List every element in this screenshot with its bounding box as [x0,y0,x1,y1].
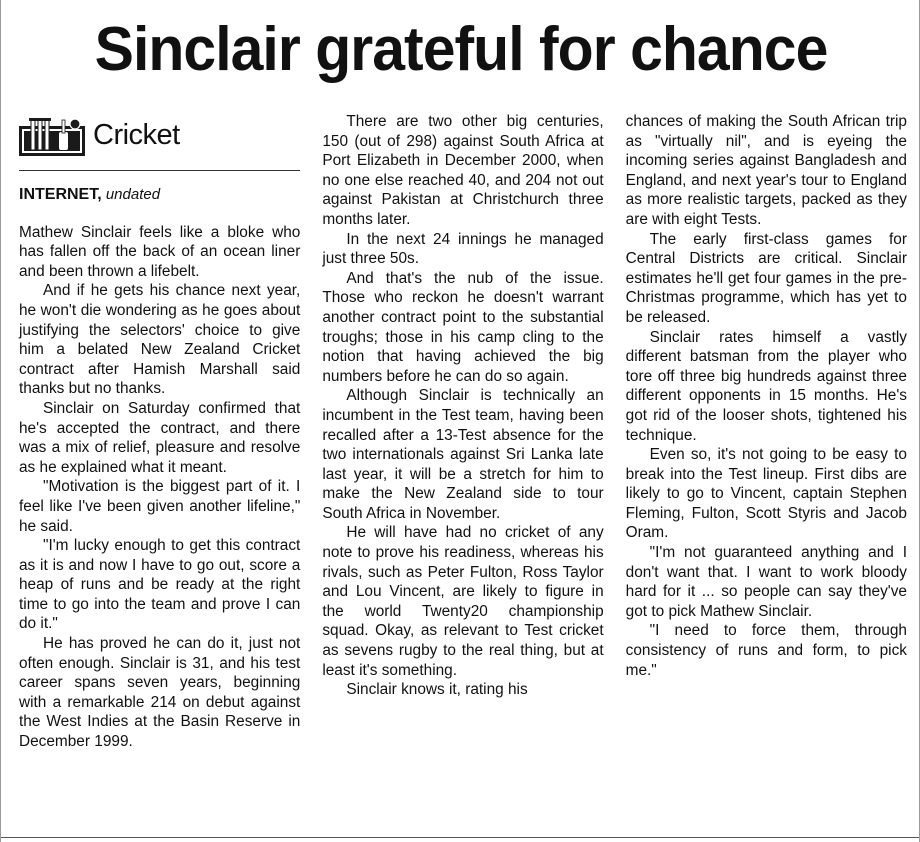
article-columns [19,112,907,828]
section-label: Cricket [93,119,180,152]
cricket-icon [19,116,85,156]
paragraph: Even so, it's not going to be easy to break into the Test lineup. First dibs are likely to go to Vincent, captain Stephen Fleming, Fulton, Scott Styris and Jacob Oram. [625,446,907,542]
paragraph: The early first-class games for Central Districts are critical. Sinclair estimates he'll get four games in the pre-Christmas programme, which has yet to be released. [625,230,907,326]
paragraph: There are two other big centuries, 150 (out of 298) against South Africa at Port Elizabeth in December 2000, when no one else reached 40, and 204 not out against Pakistan at Christchurch three months later. [322,113,604,228]
paragraph: Although Sinclair is technically an incumbent in the Test team, having been recalled after a 13-Test absence for the two internationals against Sri Lanka late last year, it will be a stretch for him to make the New Zealand side to tour South Africa in November. [322,387,604,522]
paragraph: Sinclair on Saturday confirmed that he's accepted the contract, and there was a mix of relief, pleasure and resolve as he explained what it meant. [19,399,301,476]
column-1 [19,112,300,828]
section-divider [19,170,300,171]
paragraph: He has proved he can do it, just not often enough. Sinclair is 31, and his test career spans seven years, beginning with a remarkable 214 on debut against the West Indies at the Basin Reserve in December 1999. [19,635,301,751]
paragraph: chances of making the South African trip as "virtually nil", and is eyeing the incoming series against Bangladesh and England, and next year's tour to England as more realistic targets, packed as they are with eight Tests. [625,113,907,228]
column-2 [322,112,603,828]
headline: Sinclair grateful for chance [94,15,828,84]
dateline-date: undated [105,186,161,203]
bottom-divider [1,837,919,838]
dateline-place: INTERNET, [19,186,102,203]
dateline [19,185,300,205]
paragraph: "I need to force them, through consistency of runs and form, to pick me." [625,622,907,679]
paragraph: And that's the nub of the issue. Those who reckon he doesn't warrant another contract point to the substantial troughs; those in his camp cling to the notion that having achieved the big numbers before he can do so again. [322,269,604,385]
paragraph: In the next 24 innings he managed just three 50s. [322,230,604,268]
paragraph: Mathew Sinclair feels like a bloke who has fallen off the back of an ocean liner and been thrown a lifebelt. [19,223,301,280]
section-header [19,116,300,156]
paragraph: Sinclair knows it, rating his [346,681,528,699]
paragraph: And if he gets his chance next year, he won't die wondering as he goes about justifying the selectors' choice to give him a belated New Zealand Cricket contract after Hamish Marshall said thanks but no thanks. [19,282,301,398]
paragraph: Sinclair rates himself a vastly different batsman from the player who tore off three big hundreds against three different opponents in 15 months. He's got rid of the looser shots, tightened his technique. [625,328,907,444]
paragraph: "Motivation is the biggest part of it. I feel like I've been given another lifeline," he said. [19,478,301,535]
column-3 [626,112,907,828]
paragraph: He will have had no cricket of any note to prove his readiness, whereas his rivals, such as Peter Fulton, Ross Taylor and Lou Vincent, are likely to figure in the world Twenty20 championship squad. Okay, as relevant to Test cricket as sevens rugby to the real thing, but at least it's something. [322,524,604,679]
paragraph: "I'm not guaranteed anything and I don't want that. I want to work bloody hard for it ... so people can say they've got to pick Mathew Sinclair. [625,544,907,620]
paragraph: "I'm lucky enough to get this contract as it is and now I have to go out, score a heap of runs and be ready at the right time to go into the team and prove I can do it." [19,537,301,633]
